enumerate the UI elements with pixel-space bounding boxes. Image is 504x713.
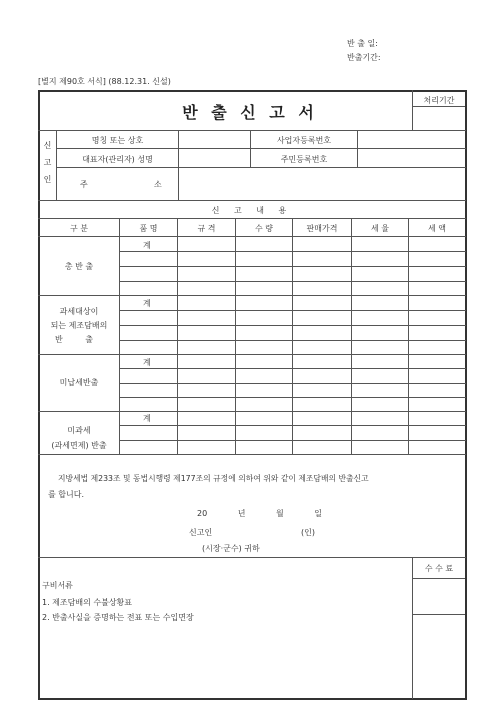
declaration-date: 20 년 월 일 <box>197 509 322 518</box>
bizno-label: 사업자등록번호 <box>276 136 332 145</box>
reporter-side-3: 인 <box>43 175 52 184</box>
fee-box-bottom <box>412 614 465 615</box>
section-untaxed-release: 미납세반출 <box>59 378 99 387</box>
section-exempt-line-2: (과세면제) 반출 <box>51 441 107 450</box>
col-div-3 <box>235 218 236 454</box>
processing-sep <box>412 106 465 107</box>
col-div-1 <box>119 218 120 454</box>
attachment-item-2: 2. 반출사실을 증명하는 전표 또는 수입면장 <box>42 613 194 622</box>
frame-right <box>465 90 467 700</box>
row-line <box>119 440 466 441</box>
section-1-total-label: 계 <box>143 241 151 250</box>
col-div-4 <box>292 218 293 454</box>
section-4-total-label: 계 <box>143 414 151 423</box>
col-header-bottom <box>38 236 466 237</box>
col-div-6 <box>408 218 409 454</box>
row-line <box>119 383 466 384</box>
section-taxable-line-1: 과세대상이 <box>59 307 99 316</box>
col-spec: 규 격 <box>197 224 216 233</box>
row-line <box>119 368 466 369</box>
content-title: 신 고 내 용 <box>211 206 293 215</box>
row-line <box>119 397 466 398</box>
title-row-bottom <box>38 130 466 131</box>
row-line <box>119 325 466 326</box>
reporter-label-divider <box>178 130 179 200</box>
release-period-label: 반출기간: <box>347 53 381 62</box>
release-date-label: 반 출 일: <box>347 39 378 48</box>
address-label-1: 주 <box>80 180 88 189</box>
row-line <box>119 266 466 267</box>
fee-label: 수 수 료 <box>424 564 454 573</box>
row-line <box>119 425 466 426</box>
attachment-item-1: 1. 제조담배의 수불상황표 <box>42 598 132 607</box>
fee-sep <box>412 578 465 579</box>
reporter-side-2: 고 <box>43 158 52 167</box>
declaration-bottom <box>38 557 466 558</box>
row-line <box>119 340 466 341</box>
declaration-line-2: 를 합니다. <box>48 490 84 499</box>
reporter-row2-bottom <box>56 167 466 168</box>
form-reference: [별지 제90호 서식] (88.12.31. 신설) <box>38 77 171 86</box>
declaration-seal: (인) <box>301 528 315 537</box>
attachments-title: 구비서류 <box>42 581 73 590</box>
section-2-bottom <box>38 354 466 355</box>
col-div-2 <box>177 218 178 454</box>
col-tax-amount: 세 액 <box>428 224 446 233</box>
processing-period-label: 처리기간 <box>423 96 455 105</box>
col-item: 품 명 <box>139 224 158 233</box>
representative-label: 대표자(관리자) 성명 <box>82 155 153 164</box>
declaration-addressee: (시장·군수) 귀하 <box>202 544 260 553</box>
reporter-side-1: 신 <box>43 141 52 150</box>
frame-top <box>38 90 466 92</box>
reporter-mid-divider2 <box>357 130 358 167</box>
section-3-bottom <box>38 411 466 412</box>
name-label: 명칭 또는 상호 <box>91 136 144 145</box>
col-quantity: 수 량 <box>255 224 273 233</box>
table-bottom <box>38 454 466 455</box>
section-exempt-line-1: 미과세 <box>67 426 91 435</box>
col-price: 판매가격 <box>306 224 338 233</box>
row-line <box>119 251 466 252</box>
section-2-total-label: 계 <box>143 299 151 308</box>
reporter-block-bottom <box>38 200 466 201</box>
col-tax-rate: 세 율 <box>371 224 389 233</box>
section-taxable-line-2: 되는 제조담배의 <box>50 321 108 330</box>
form-title: 반 출 신 고 서 <box>182 103 318 122</box>
section-1-bottom <box>38 295 466 296</box>
declaration-line-1: 지방세법 제233조 및 동법시행령 제177조의 규정에 의하여 위와 같이 제조담배의 반출신고 <box>58 474 369 483</box>
section-3-total-label: 계 <box>143 358 151 367</box>
section-taxable-line-3: 반 출 <box>55 335 103 344</box>
reporter-row1-bottom <box>56 148 466 149</box>
content-title-bottom <box>38 218 466 219</box>
address-label-2: 소 <box>154 180 162 189</box>
row-line <box>119 281 466 282</box>
idno-label: 주민등록번호 <box>280 155 328 164</box>
section-total-release: 총 반 출 <box>64 262 94 271</box>
declaration-reporter: 신고인 <box>189 528 213 537</box>
row-line <box>119 310 466 311</box>
col-category: 구 분 <box>70 224 88 233</box>
frame-bottom <box>38 698 466 700</box>
col-div-5 <box>351 218 352 454</box>
